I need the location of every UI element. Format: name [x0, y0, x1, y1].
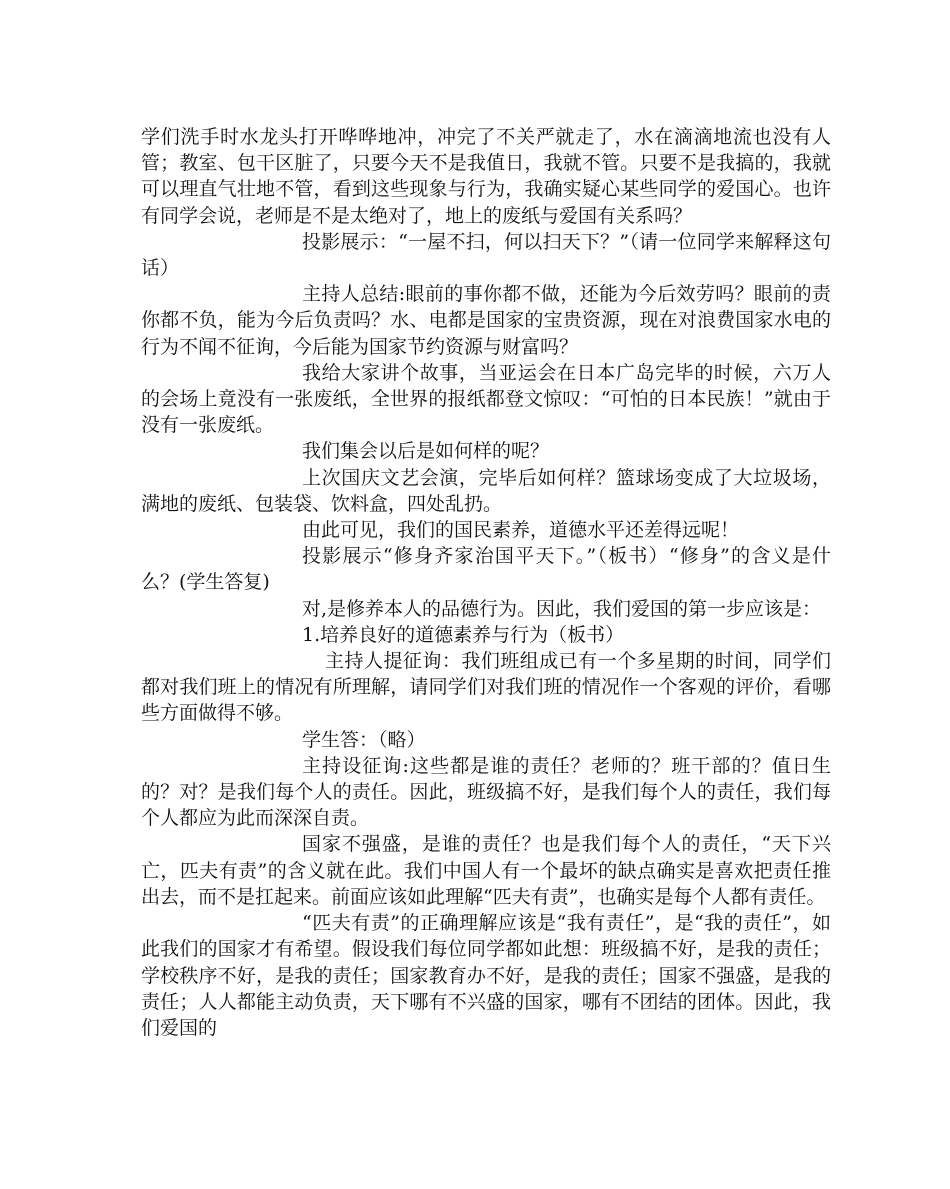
- paragraph-first-step: 对,是修养本人的品德行为。因此，我们爱国的第一步应该是：: [302, 597, 822, 620]
- paragraph-story: 我给大家讲个故事，当亚运会在日本广岛完毕的时候，六万人的会场上竟没有一张废纸，全世界的报纸都登文惊叹：“可怕的日本民族！”就由于没有一张废纸。: [141, 361, 831, 437]
- paragraph-assembly-question: 我们集会以后是如何样的呢？: [302, 440, 550, 463]
- paragraph-responsibility: 主持设征询:这些都是谁的责任？老师的？班干部的？值日生的？对？是我们每个人的责任。因此，班级搞不好，是我们每个人的责任，我们每个人都应为此而深深自责。: [141, 754, 831, 830]
- paragraph-national-day: 上次国庆文艺会演，完毕后如何样？篮球场变成了大垃圾场，满地的废纸、包装袋、饮料盒，四处乱扔。: [141, 466, 831, 515]
- paragraph-point-1: 1.培养良好的道德素养与行为（板书）: [302, 623, 625, 646]
- paragraph-student-answer: 学生答：（略）: [302, 728, 426, 751]
- document-page: [141, 124, 831, 1041]
- paragraph-host-summary: 主持人总结:眼前的事你都不做，还能为今后效劳吗？眼前的责你都不负，能为今后负责吗？水、电都是国家的宝贵资源，现在对浪费国家水电的行为不闻不征询，今后能为国家节约资源与财富吗？: [141, 283, 831, 358]
- paragraph-conclusion: 由此可见，我们的国民素养，道德水平还差得远呢！: [302, 519, 740, 542]
- paragraph-projection-2: 投影展示“修身齐家治国平天下。”（板书）“修身”的含义是什么？(学生答复): [141, 545, 831, 594]
- paragraph-my-responsibility: “匹夫有责”的正确理解应该是“我有责任”，是“我的责任”，如此我们的国家才有希望。假设我们每位同学都如此想：班级搞不好，是我的责任；学校秩序不好，是我的责任；国家教育办不好，是我的责任；国家不强盛，是我的责任；人人都能主动负责，天下哪有不兴盛的国家，哪有不团结的团体。因此，我们爱国的: [141, 912, 831, 1039]
- paragraph-opening: 学们洗手时水龙头打开哗哗地冲，冲完了不关严就走了，水在滴滴地流也没有人管；教室、包干区脏了，只要今天不是我值日，我就不管。只要不是我搞的，我就可以理直气壮地不管，看到这些现象与行为，我确实疑心某些同学的爱国心。也许有同学会说，老师是不是太绝对了，地上的废纸与爱国有关系吗？: [141, 126, 831, 227]
- paragraph-host-question: 主持人提征询：我们班组成已有一个多星期的时间，同学们都对我们班上的情况有所理解，请同学们对我们班的情况作一个客观的评价，看哪些方面做得不够。: [141, 650, 831, 725]
- paragraph-projection-1: 投影展示：“一屋不扫，何以扫天下？”（请一位同学来解释这句话）: [141, 230, 831, 280]
- paragraph-nation: 国家不强盛，是谁的责任？也是我们每个人的责任，“天下兴亡，匹夫有责”的含义就在此。我们中国人有一个最坏的缺点确实是喜欢把责任推出去，而不是扛起来。前面应该如此理解“匹夫有责”，也确实是每个人都有责任。: [141, 833, 831, 908]
